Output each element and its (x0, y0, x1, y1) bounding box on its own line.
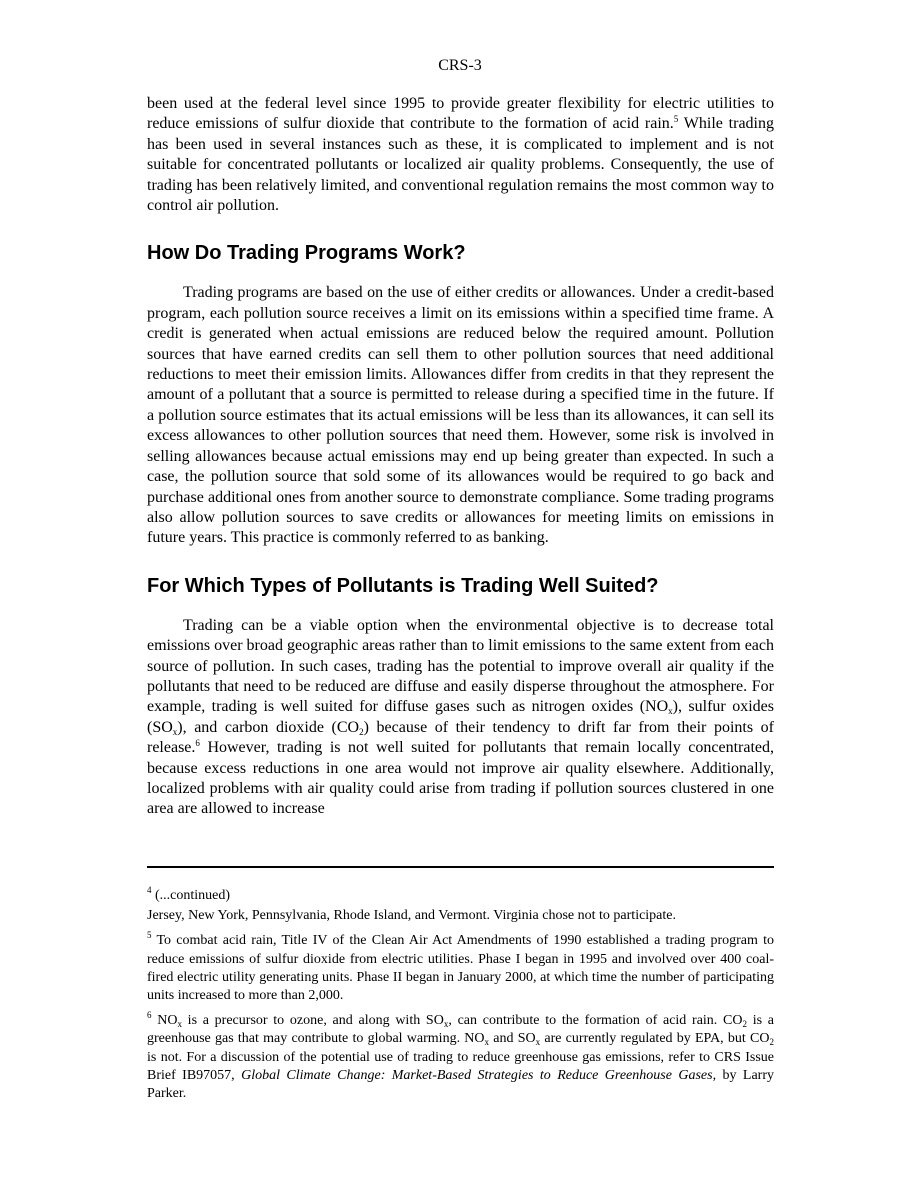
footnote-6-text: are currently regulated by EPA, but CO (540, 1031, 770, 1047)
section2-text-1: Trading can be a viable option when the environmental objective is to decrease total emissions over broad geographic areas rather than to limit emissions to the same extent from each source of pollution. In such cases, trading has the potential to improve overall air quality if the pollutants that need to be reduced are diffuse and easily disperse throughout the atmosphere. For example, trading is well suited for diffuse gases such as nitrogen oxides (NO (147, 616, 774, 716)
footnote-ref-6: 6 (195, 738, 200, 749)
main-content (147, 94, 774, 820)
footnote-6-text: is a precursor to ozone, and along with SO (181, 1013, 444, 1029)
subscript-x: x (484, 1037, 490, 1048)
footnote-4-text: Jersey, New York, Pennsylvania, Rhode Island, and Vermont. Virginia chose not to participate. (147, 908, 676, 924)
footnote-4-marker: 4 (147, 885, 152, 895)
intro-text-2: While trading has been used in several instances such as these, it is complicated to implement and is not suitable for concentrated pollutants or localized air quality problems. Consequently, the use of trading has been relatively limited, and conventional regulation remains the most common way to control air pollution. (147, 115, 775, 215)
section2-text-4: ) because of their tendency to drift far from their points of release. (147, 718, 774, 757)
subscript-x: x (535, 1037, 541, 1048)
subscript-2: 2 (769, 1037, 774, 1048)
footnote-6-text: is a greenhouse gas that may contribute to global warming. NO (147, 1013, 774, 1047)
subscript-2: 2 (359, 726, 364, 737)
footnote-5-text: To combat acid rain, Title IV of the Clean Air Act Amendments of 1990 established a trading program to reduce emissions of sulfur dioxide from electric utilities. Phase I began in 1995 and involved over 400 coal-fired electric utility generating units. Phase II began in January 2000, at which time the number of participating units increased to more than 2,000. (147, 933, 774, 1004)
footnote-6-marker: 6 (147, 1010, 152, 1021)
footnote-5-marker: 5 (147, 930, 152, 941)
footnote-6-text: NO (151, 1013, 178, 1029)
section-heading-pollutant-types: For Which Types of Pollutants is Trading Well Suited? (147, 574, 659, 597)
intro-paragraph (147, 94, 774, 216)
footnote-separator (147, 866, 774, 868)
section-heading-trading-programs: How Do Trading Programs Work? (147, 242, 466, 265)
footnote-6-text: , by Larry Parker. (147, 1067, 774, 1102)
footnote-ref-5: 5 (673, 114, 679, 125)
section2-text-2: ), sulfur oxides (SO (147, 698, 774, 736)
section2-text-3: ), and carbon dioxide (CO (177, 718, 360, 736)
footnote-4-continued: (...continued) (151, 888, 231, 903)
section1-paragraph: Trading programs are based on the use of either credits or allowances. Under a credit-based program, each pollution source receives a limit on its emissions within a specified time frame. A credit is generated when actual emissions are reduced below the required amount. Pollution sources that have earned credits can sell them to other pollution sources that need additional reductions to meet their emission limits. Allowances differ from credits in that they represent the amount of a pollutant that a source is permitted to release during a specified time in the future. If a pollution source estimates that its actual emissions will be less than its allowances, it can sell its excess allowances to other pollution sources that need them. However, some risk is involved in selling allowances because actual emissions may end up being greater than expected. In such a case, the pollution source that sold some of its allowances would be required to go back and purchase additional ones from another source to demonstrate compliance. Some trading programs also allow pollution sources to save credits or allowances for meeting limits on emissions in future years. This practice is commonly referred to as banking. (147, 284, 774, 547)
footnote-4 (147, 887, 774, 925)
intro-text-1: been used at the federal level since 1995 to provide greater flexibility for electric utilities to reduce emissions of sulfur dioxide that contribute to the formation of acid rain. (147, 95, 774, 133)
section2-text-5: However, trading is not well suited for pollutants that remain locally concentrated, because excess reductions in one area would not improve air quality elsewhere. Additionally, localized problems with air quality could arise from trading if pollution sources clustered in one area are allowed to increase (147, 739, 774, 818)
footnote-5 (147, 932, 774, 1005)
footnote-6-text: is not. For a discussion of the potential use of trading to reduce greenhouse gas emissions, refer to CRS Issue Brief IB97057, (147, 1049, 774, 1083)
subscript-2: 2 (742, 1019, 747, 1030)
subscript-x: x (172, 726, 178, 737)
footnote-6-text: , can contribute to the formation of acid rain. CO (448, 1013, 743, 1029)
page-header: CRS-3 (438, 57, 482, 74)
footnote-4-header (147, 887, 774, 905)
cited-report-title: Global Climate Change: Market-Based Strategies to Reduce Greenhouse Gases (241, 1067, 713, 1083)
footnote-6-text: and SO (489, 1031, 536, 1047)
footnotes (147, 887, 774, 1103)
subscript-x: x (668, 706, 673, 717)
subscript-x: x (443, 1019, 449, 1030)
subscript-x: x (177, 1019, 182, 1030)
section2-paragraph (147, 616, 774, 820)
footnote-6 (147, 1012, 774, 1103)
